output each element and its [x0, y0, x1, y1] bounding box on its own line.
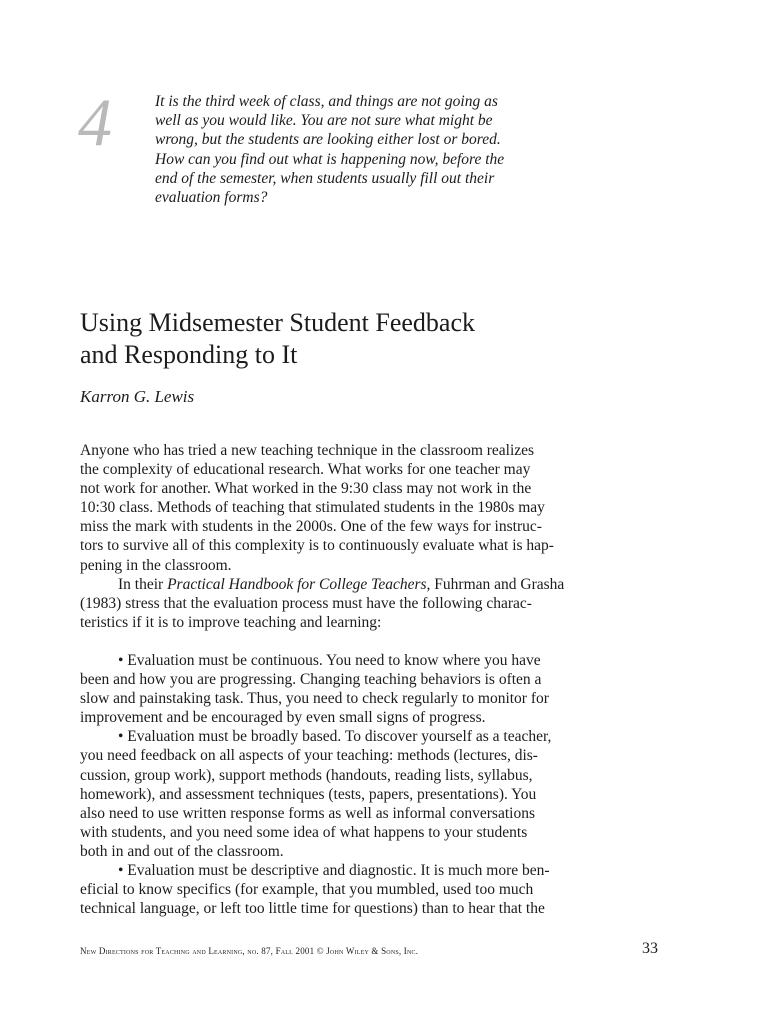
- paragraph: [80, 575, 660, 632]
- text-line: technical language, or left too little time for questions) than to hear that the: [80, 900, 545, 918]
- text-line: been and how you are progressing. Changing teaching behaviors is often a: [80, 671, 542, 689]
- text-line: improvement and be encouraged by even small signs of progress.: [80, 709, 486, 727]
- epigraph-line: It is the third week of class, and things are not going as: [155, 93, 498, 110]
- title-line: Using Midsemester Student Feedback: [80, 308, 475, 337]
- text-segment: In their: [118, 575, 168, 593]
- bullet-item: [80, 651, 660, 727]
- chapter-number: 4: [78, 84, 112, 160]
- chapter-title: [80, 307, 475, 371]
- text-line: [80, 575, 660, 594]
- text-line: Anyone who has tried a new teaching technique in the classroom realizes: [80, 442, 535, 459]
- text-line: (1983) stress that the evaluation process must have the following charac-: [80, 594, 532, 612]
- epigraph-line: end of the semester, when students usually fill out their: [155, 169, 495, 187]
- page-footer: New Directions for Teaching and Learning, no. 87, Fall 2001 © John Wiley & Sons, Inc.: [80, 946, 419, 956]
- book-title: Practical Handbook for College Teachers,: [167, 575, 431, 593]
- author-name: Karron G. Lewis: [80, 387, 195, 406]
- text-line: homework), and assessment techniques (tests, papers, presentations). You: [80, 785, 537, 803]
- text-line: • Evaluation must be descriptive and diagnostic. It is much more ben-: [118, 861, 550, 879]
- text-line: • Evaluation must be continuous. You need to know where you have: [118, 651, 541, 669]
- text-line: • Evaluation must be broadly based. To discover yourself as a teacher,: [118, 728, 552, 746]
- text-line: both in and out of the classroom.: [80, 842, 284, 860]
- text-line: eficial to know specifics (for example, that you mumbled, used too much: [80, 881, 534, 899]
- page-number: 33: [642, 940, 658, 957]
- epigraph-line: How can you find out what is happening now, before the: [155, 150, 505, 168]
- paragraph: [80, 441, 660, 575]
- text-segment: Fuhrman and Grasha: [430, 575, 565, 593]
- epigraph-line: wrong, but the students are looking either lost or bored.: [155, 131, 501, 149]
- body-text: [80, 441, 660, 918]
- bullet-item: [80, 727, 660, 861]
- text-line: pening in the classroom.: [80, 556, 232, 574]
- text-line: the complexity of educational research. What works for one teacher may: [80, 461, 531, 479]
- chapter-epigraph: [155, 92, 575, 207]
- text-line: you need feedback on all aspects of your teaching: methods (lectures, dis-: [80, 747, 538, 765]
- title-line: and Responding to It: [80, 340, 298, 369]
- bullet-item: [80, 861, 660, 918]
- text-line: also need to use written response forms as well as informal conversations: [80, 804, 535, 822]
- epigraph-line: well as you would like. You are not sure what might be: [155, 112, 493, 130]
- text-line: with students, and you need some idea of what happens to your students: [80, 823, 528, 841]
- epigraph-line: evaluation forms?: [155, 189, 268, 207]
- text-line: teristics if it is to improve teaching and learning:: [80, 613, 382, 631]
- text-line: miss the mark with students in the 2000s. One of the few ways for instruc-: [80, 518, 542, 536]
- text-line: 10:30 class. Methods of teaching that stimulated students in the 1980s may: [80, 499, 545, 517]
- text-line: slow and painstaking task. Thus, you need to check regularly to monitor for: [80, 690, 549, 708]
- text-line: tors to survive all of this complexity is to continuously evaluate what is hap-: [80, 537, 554, 555]
- text-line: cussion, group work), support methods (handouts, reading lists, syllabus,: [80, 766, 533, 784]
- text-line: not work for another. What worked in the 9:30 class may not work in the: [80, 480, 532, 498]
